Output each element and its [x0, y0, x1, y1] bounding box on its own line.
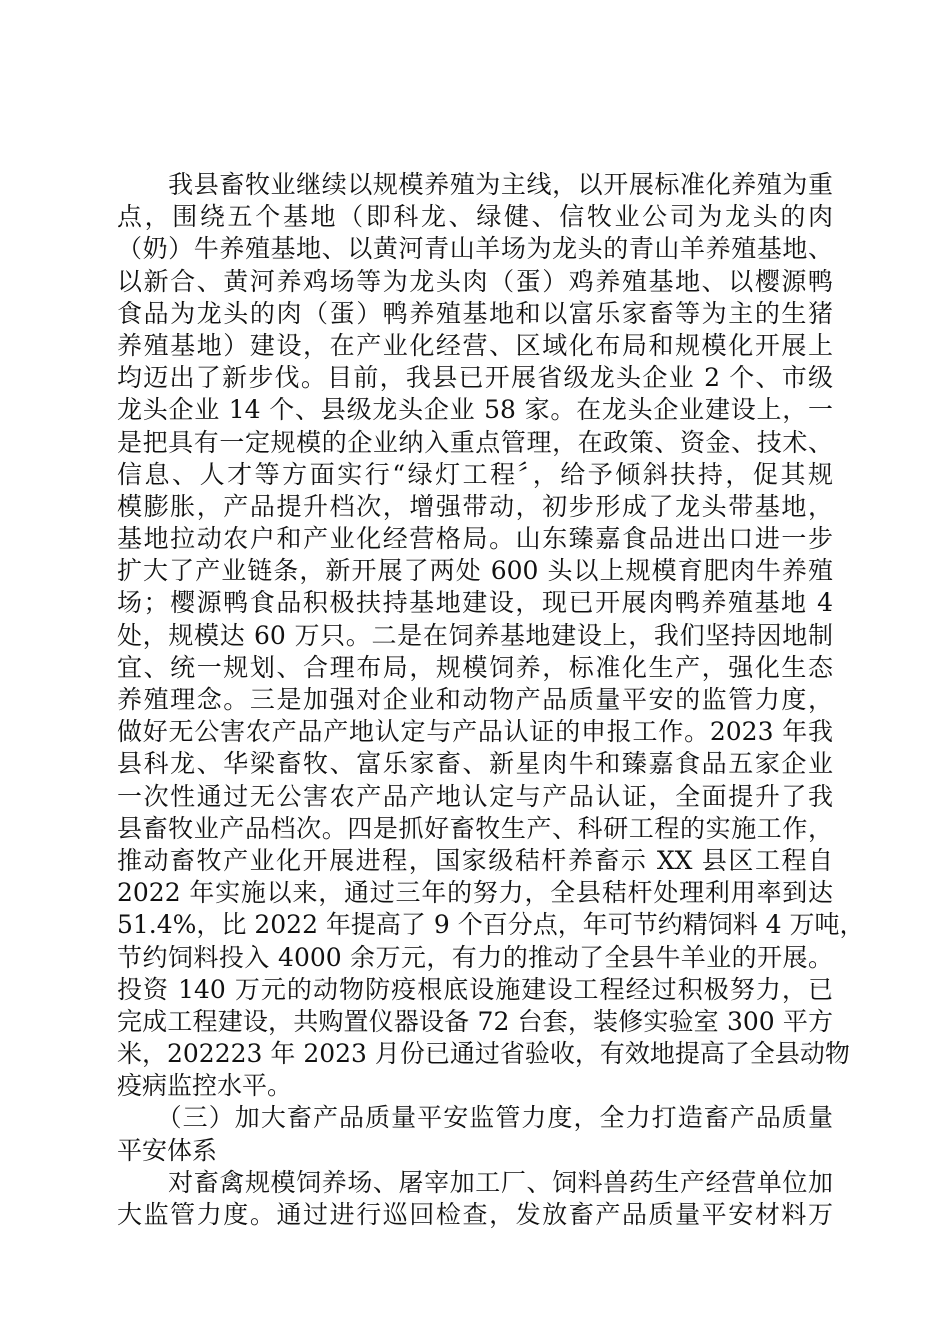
- text-line: 龙头企业 14 个、县级龙头企业 58 家。在龙头企业建设上，一: [117, 395, 833, 425]
- heading-line: （三）加大畜产品质量平安监管力度，全力打造畜产品质量: [117, 1103, 833, 1133]
- text-line: 场；樱源鸭食品积极扶持基地建设，现已开展肉鸭养殖基地 4: [117, 588, 833, 618]
- text-line: 县科龙、华梁畜牧、富乐家畜、新星肉牛和臻嘉食品五家企业: [117, 749, 833, 779]
- text-line: 一次性通过无公害农产品产地认定与产品认证，全面提升了我: [117, 781, 833, 811]
- text-line: 大监管力度。通过进行巡回检查，发放畜产品质量平安材料万: [117, 1200, 833, 1229]
- text-line: 宜、统一规划、合理布局，规模饲养，标准化生产，强化生态: [117, 652, 833, 682]
- text-line: 均迈出了新步伐。目前，我县已开展省级龙头企业 2 个、市级: [117, 363, 833, 393]
- section-heading-3: [117, 1102, 833, 1166]
- text-line: 51.4%，比 2022 年提高了 9 个百分点，年可节约精饲料 4 万吨，: [117, 910, 865, 940]
- text-line: 是把具有一定规模的企业纳入重点管理，在政策、资金、技术、: [117, 427, 833, 457]
- text-line: 推动畜牧产业化开展进程，国家级秸杆养畜示 XX 县区工程自: [117, 845, 833, 875]
- text-line: 节约饲料投入 4000 余万元，有力的推动了全县牛羊业的开展。: [117, 942, 833, 972]
- text-line: 基地拉动农户和产业化经营格局。山东臻嘉食品进出口进一步: [117, 524, 833, 554]
- text-line: 点，围绕五个基地（即科龙、绿健、信牧业公司为龙头的肉: [117, 202, 833, 232]
- text-line: 完成工程建设，共购置仪器设备 72 台套，装修实验室 300 平方: [117, 1006, 833, 1036]
- text-line: 信息、人才等方面实行“绿灯工程〞，给予倾斜扶持，促其规: [117, 459, 833, 489]
- text-line: 扩大了产业链条，新开展了两处 600 头以上规模育肥肉牛养殖: [117, 556, 833, 586]
- text-line: 模膨胀，产品提升档次，增强带动，初步形成了龙头带基地，: [117, 491, 833, 521]
- text-line: 县畜牧业产品档次。四是抓好畜牧生产、科研工程的实施工作，: [117, 813, 833, 843]
- heading-line: 平安体系: [117, 1135, 218, 1165]
- paragraph-livestock-development: [117, 169, 865, 1102]
- document-body: [117, 169, 865, 1231]
- text-line: 以新合、黄河养鸡场等为龙头肉（蛋）鸡养殖基地、以樱源鸭: [117, 266, 833, 296]
- text-line: 对畜禽规模饲养场、屠宰加工厂、饲料兽药生产经营单位加: [117, 1167, 833, 1197]
- text-line: 2022 年实施以来，通过三年的努力，全县秸杆处理利用率到达: [117, 878, 833, 908]
- text-line: 我县畜牧业继续以规模养殖为主线，以开展标准化养殖为重: [117, 170, 833, 199]
- text-line: 养殖基地）建设，在产业化经营、区域化布局和规模化开展上: [117, 330, 833, 360]
- text-line: 米，202223 年 2023 月份已通过省验收，有效地提高了全县动物: [117, 1039, 850, 1069]
- text-line: 疫病监控水平。: [117, 1071, 293, 1101]
- text-line: 做好无公害农产品产地认定与产品认证的申报工作。2023 年我: [117, 717, 833, 747]
- text-line: 食品为龙头的肉（蛋）鸭养殖基地和以富乐家畜等为主的生猪: [117, 298, 833, 328]
- paragraph-supervision: [117, 1167, 833, 1231]
- text-line: （奶）牛养殖基地、以黄河青山羊场为龙头的青山羊养殖基地、: [117, 234, 833, 264]
- text-line: 养殖理念。三是加强对企业和动物产品质量平安的监管力度，: [117, 685, 833, 714]
- text-line: 处，规模达 60 万只。二是在饲养基地建设上，我们坚持因地制: [117, 620, 833, 650]
- text-line: 投资 140 万元的动物防疫根底设施建设工程经过积极努力，已: [117, 974, 833, 1004]
